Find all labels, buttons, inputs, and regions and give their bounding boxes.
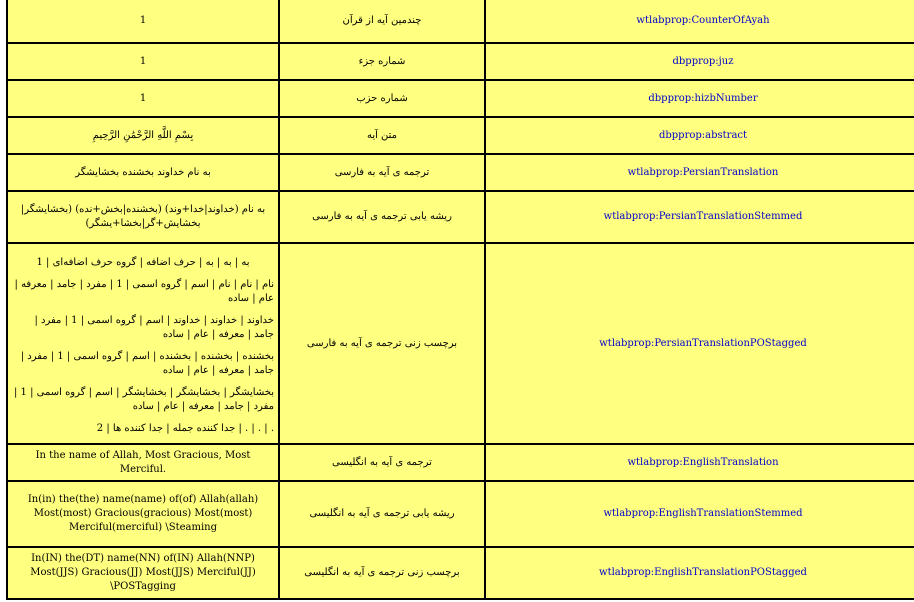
value-cell: 1 xyxy=(7,43,279,80)
label-cell: متن آیه xyxy=(279,117,485,154)
label-cell: شماره حزب xyxy=(279,80,485,117)
property-link[interactable]: wtlabprop:PersianTranslation xyxy=(627,166,779,178)
property-cell xyxy=(485,243,914,444)
property-link[interactable]: dbpprop:hizbNumber xyxy=(648,92,758,104)
value-cell: 1 xyxy=(7,0,279,43)
property-link[interactable]: wtlabprop:EnglishTranslationPOStagged xyxy=(599,567,807,578)
label-cell: ترجمه ی آیه به فارسی xyxy=(279,154,485,191)
label-cell: شماره جزء xyxy=(279,43,485,80)
table-row xyxy=(7,481,914,547)
property-cell xyxy=(485,547,914,599)
value-cell: In(in) the(the) name(name) of(of) Allah(allah) Most(most) Gracious(gracious) Most(most) Merciful(merciful) \Steaming xyxy=(7,481,279,547)
pos-value-cell xyxy=(7,243,279,444)
property-link[interactable]: wtlabprop:EnglishTranslation xyxy=(627,456,779,468)
value-cell: In the name of Allah, Most Gracious, Most Merciful. xyxy=(7,444,279,481)
property-link[interactable]: dbpprop:abstract xyxy=(658,129,748,141)
table-row xyxy=(7,154,914,191)
pos-line: . | . | . | جدا کننده جمله | جدا کننده ها | 2 xyxy=(96,422,274,434)
property-cell xyxy=(485,154,914,191)
table-row xyxy=(7,191,914,243)
table-row xyxy=(7,547,914,599)
property-link[interactable]: wtlabprop:EnglishTranslationStemmed xyxy=(603,508,803,519)
property-cell xyxy=(485,444,914,481)
pos-line: نام | نام | نام | اسم | گروه اسمی | 1 | مفرد | جامد | معرفه | عام | ساده xyxy=(14,278,274,304)
table-row xyxy=(7,80,914,117)
property-link[interactable]: wtlabprop:PersianTranslationStemmed xyxy=(603,211,803,222)
property-link[interactable]: wtlabprop:CounterOfAyah xyxy=(636,14,770,26)
table-row xyxy=(7,43,914,80)
label-cell: ریشه یابی ترجمه ی آیه به فارسی xyxy=(279,191,485,243)
property-cell xyxy=(485,0,914,43)
value-cell: 1 xyxy=(7,80,279,117)
property-link[interactable]: wtlabprop:PersianTranslationPOStagged xyxy=(599,337,807,349)
property-table xyxy=(6,0,914,600)
label-cell: برچسب زنی ترجمه ی آیه به انگلیسی xyxy=(279,547,485,599)
value-cell: بِسْمِ اللَّهِ الرَّحْمَٰنِ الرَّحِيمِ xyxy=(7,117,279,154)
pos-line: به | به | به | حرف اضافه | گروه حرف اضافه‌ای | 1 xyxy=(36,256,250,268)
property-cell xyxy=(485,117,914,154)
table-row xyxy=(7,0,914,43)
label-cell: ریشه یابی ترجمه ی آیه به انگلیسی xyxy=(279,481,485,547)
label-cell: چندمین آیه از قرآن xyxy=(279,0,485,43)
table-row xyxy=(7,117,914,154)
property-link[interactable]: dbpprop:juz xyxy=(672,55,734,67)
value-cell: In(IN) the(DT) name(NN) of(IN) Allah(NNP) Most(JJS) Gracious(JJ) Most(JJS) Merciful(JJ) \POSTagging xyxy=(7,547,279,599)
pos-line: بخشنده | بخشنده | بخشنده | اسم | گروه اسمی | 1 | مفرد | جامد | معرفه | عام | ساده xyxy=(20,350,274,376)
pos-line: بخشایشگر | بخشایشگر | بخشایشگر | اسم | گروه اسمی | 1 | مفرد | جامد | معرفه | عام | ساده xyxy=(13,386,274,412)
table-row xyxy=(7,444,914,481)
table-row xyxy=(7,243,914,444)
property-cell xyxy=(485,481,914,547)
value-cell: به نام (خداوند|خدا+وند) (بخشنده|بخش+نده) (بخشایشگر|بخشایش+گر|بخشا+یشگر) xyxy=(7,191,279,243)
pos-line: خداوند | خداوند | خداوند | اسم | گروه اسمی | 1 | مفرد | جامد | معرفه | عام | ساده xyxy=(34,314,274,340)
property-cell xyxy=(485,43,914,80)
value-cell: به نام خداوند بخشنده بخشایشگر xyxy=(7,154,279,191)
property-cell xyxy=(485,80,914,117)
property-cell xyxy=(485,191,914,243)
label-cell: ترجمه ی آیه به انگلیسی xyxy=(279,444,485,481)
label-cell: برچسب زنی ترجمه ی آیه به فارسی xyxy=(279,243,485,444)
